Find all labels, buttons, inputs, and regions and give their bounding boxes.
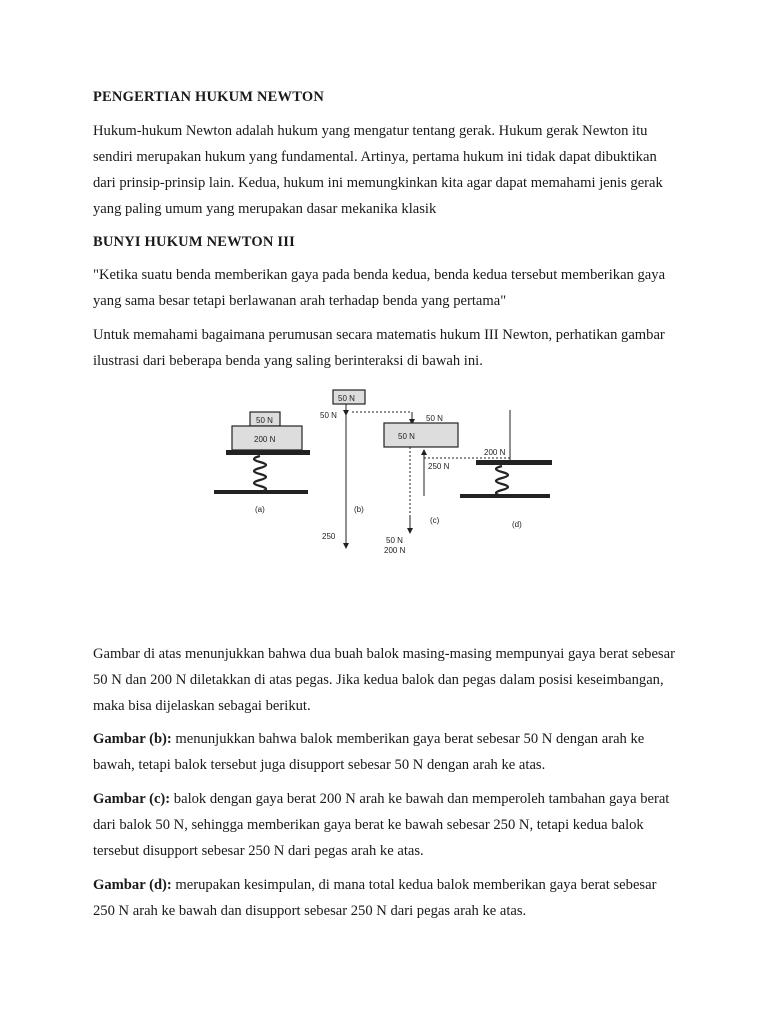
- panel-a: [214, 412, 310, 514]
- c-caption: (c): [430, 516, 440, 525]
- panel-d: [460, 410, 552, 529]
- a-plate: [226, 450, 310, 455]
- label-gambar-d: Gambar (d):: [93, 877, 172, 893]
- a-caption: (a): [255, 505, 265, 514]
- paragraph-pengertian: Hukum-hukum Newton adalah hukum yang mengatur tentang gerak. Hukum gerak Newton itu sendiri merupakan hukum yang fundamental. Artinya, pertama hukum ini tidak dapat dibuktikan dari prinsip-prinsip lain. Kedua, hukum ini memungkinkan kita agar dapat memahami jenis gerak yang paling umum yang merupakan dasar mekanika klasik: [93, 123, 663, 217]
- d-spring: [496, 466, 508, 496]
- paragraph-perumusan: Untuk memahami bagaimana perumusan secara matematis hukum III Newton, perhatikan gambar ilustrasi dari beberapa benda yang saling berinteraksi di bawah ini.: [93, 327, 665, 369]
- d-plate-label: 200 N: [484, 448, 506, 457]
- label-gambar-c: Gambar (c):: [93, 791, 171, 807]
- b-down-label: 250: [322, 532, 336, 541]
- c-block-label: 50 N: [398, 432, 415, 441]
- panel-c: [384, 412, 510, 555]
- c-bottom-label-2: 200 N: [384, 546, 406, 555]
- b-block-label: 50 N: [338, 394, 355, 403]
- c-block: [384, 423, 458, 447]
- b-caption: (b): [354, 505, 364, 514]
- a-small-block-label: 50 N: [256, 416, 273, 425]
- a-big-block-label: 200 N: [254, 435, 276, 444]
- text-gambar-c: balok dengan gaya berat 200 N arah ke bawah dan memperoleh tambahan gaya berat dari balok 50 N, sehingga memberikan gaya berat ke bawah sebesar 250 N, tetapi kedua balok tersebut disupport sebesar 250 N dari pegas arah ke atas.: [93, 791, 670, 859]
- quote-hukum-newton-3: "Ketika suatu benda memberikan gaya pada benda kedua, benda kedua tersebut memberikan gaya yang sama besar tetapi berlawanan arah terhadap benda yang pertama": [93, 267, 666, 309]
- paragraph-gambar-d: [93, 872, 675, 924]
- a-spring: [254, 456, 266, 492]
- c-force-label: 250 N: [428, 462, 450, 471]
- c-bottom-label-1: 50 N: [386, 536, 403, 545]
- paragraph-gambar-b: [93, 726, 675, 778]
- d-plate: [476, 460, 552, 465]
- label-gambar-b: Gambar (b):: [93, 731, 172, 747]
- d-ground: [460, 494, 550, 498]
- newton-third-law-figure: [130, 386, 560, 558]
- c-top-label: 50 N: [426, 414, 443, 423]
- paragraph-penjelasan: Gambar di atas menunjukkan bahwa dua buah balok masing-masing mempunyai gaya berat sebesar 50 N dan 200 N diletakkan di atas pegas. Jika kedua balok dan pegas dalam posisi keseimbangan, maka bisa dijelaskan sebagai berikut.: [93, 646, 675, 714]
- d-caption: (d): [512, 520, 522, 529]
- panel-b: [320, 390, 412, 546]
- a-ground: [214, 490, 308, 494]
- text-gambar-b: menunjukkan bahwa balok memberikan gaya berat sebesar 50 N dengan arah ke bawah, tetapi balok tersebut juga disupport sebesar 50 N dengan arah ke atas.: [93, 731, 645, 773]
- paragraph-gambar-c: [93, 786, 675, 864]
- b-up-label: 50 N: [320, 411, 337, 420]
- text-gambar-d: merupakan kesimpulan, di mana total kedua balok memberikan gaya berat sebesar 250 N arah ke bawah dan disupport sebesar 250 N dari pegas arah ke atas.: [93, 877, 657, 919]
- heading-bunyi-hukum: BUNYI HUKUM NEWTON III: [93, 234, 295, 250]
- heading-pengertian: PENGERTIAN HUKUM NEWTON: [93, 89, 325, 105]
- figure-svg: [130, 386, 560, 558]
